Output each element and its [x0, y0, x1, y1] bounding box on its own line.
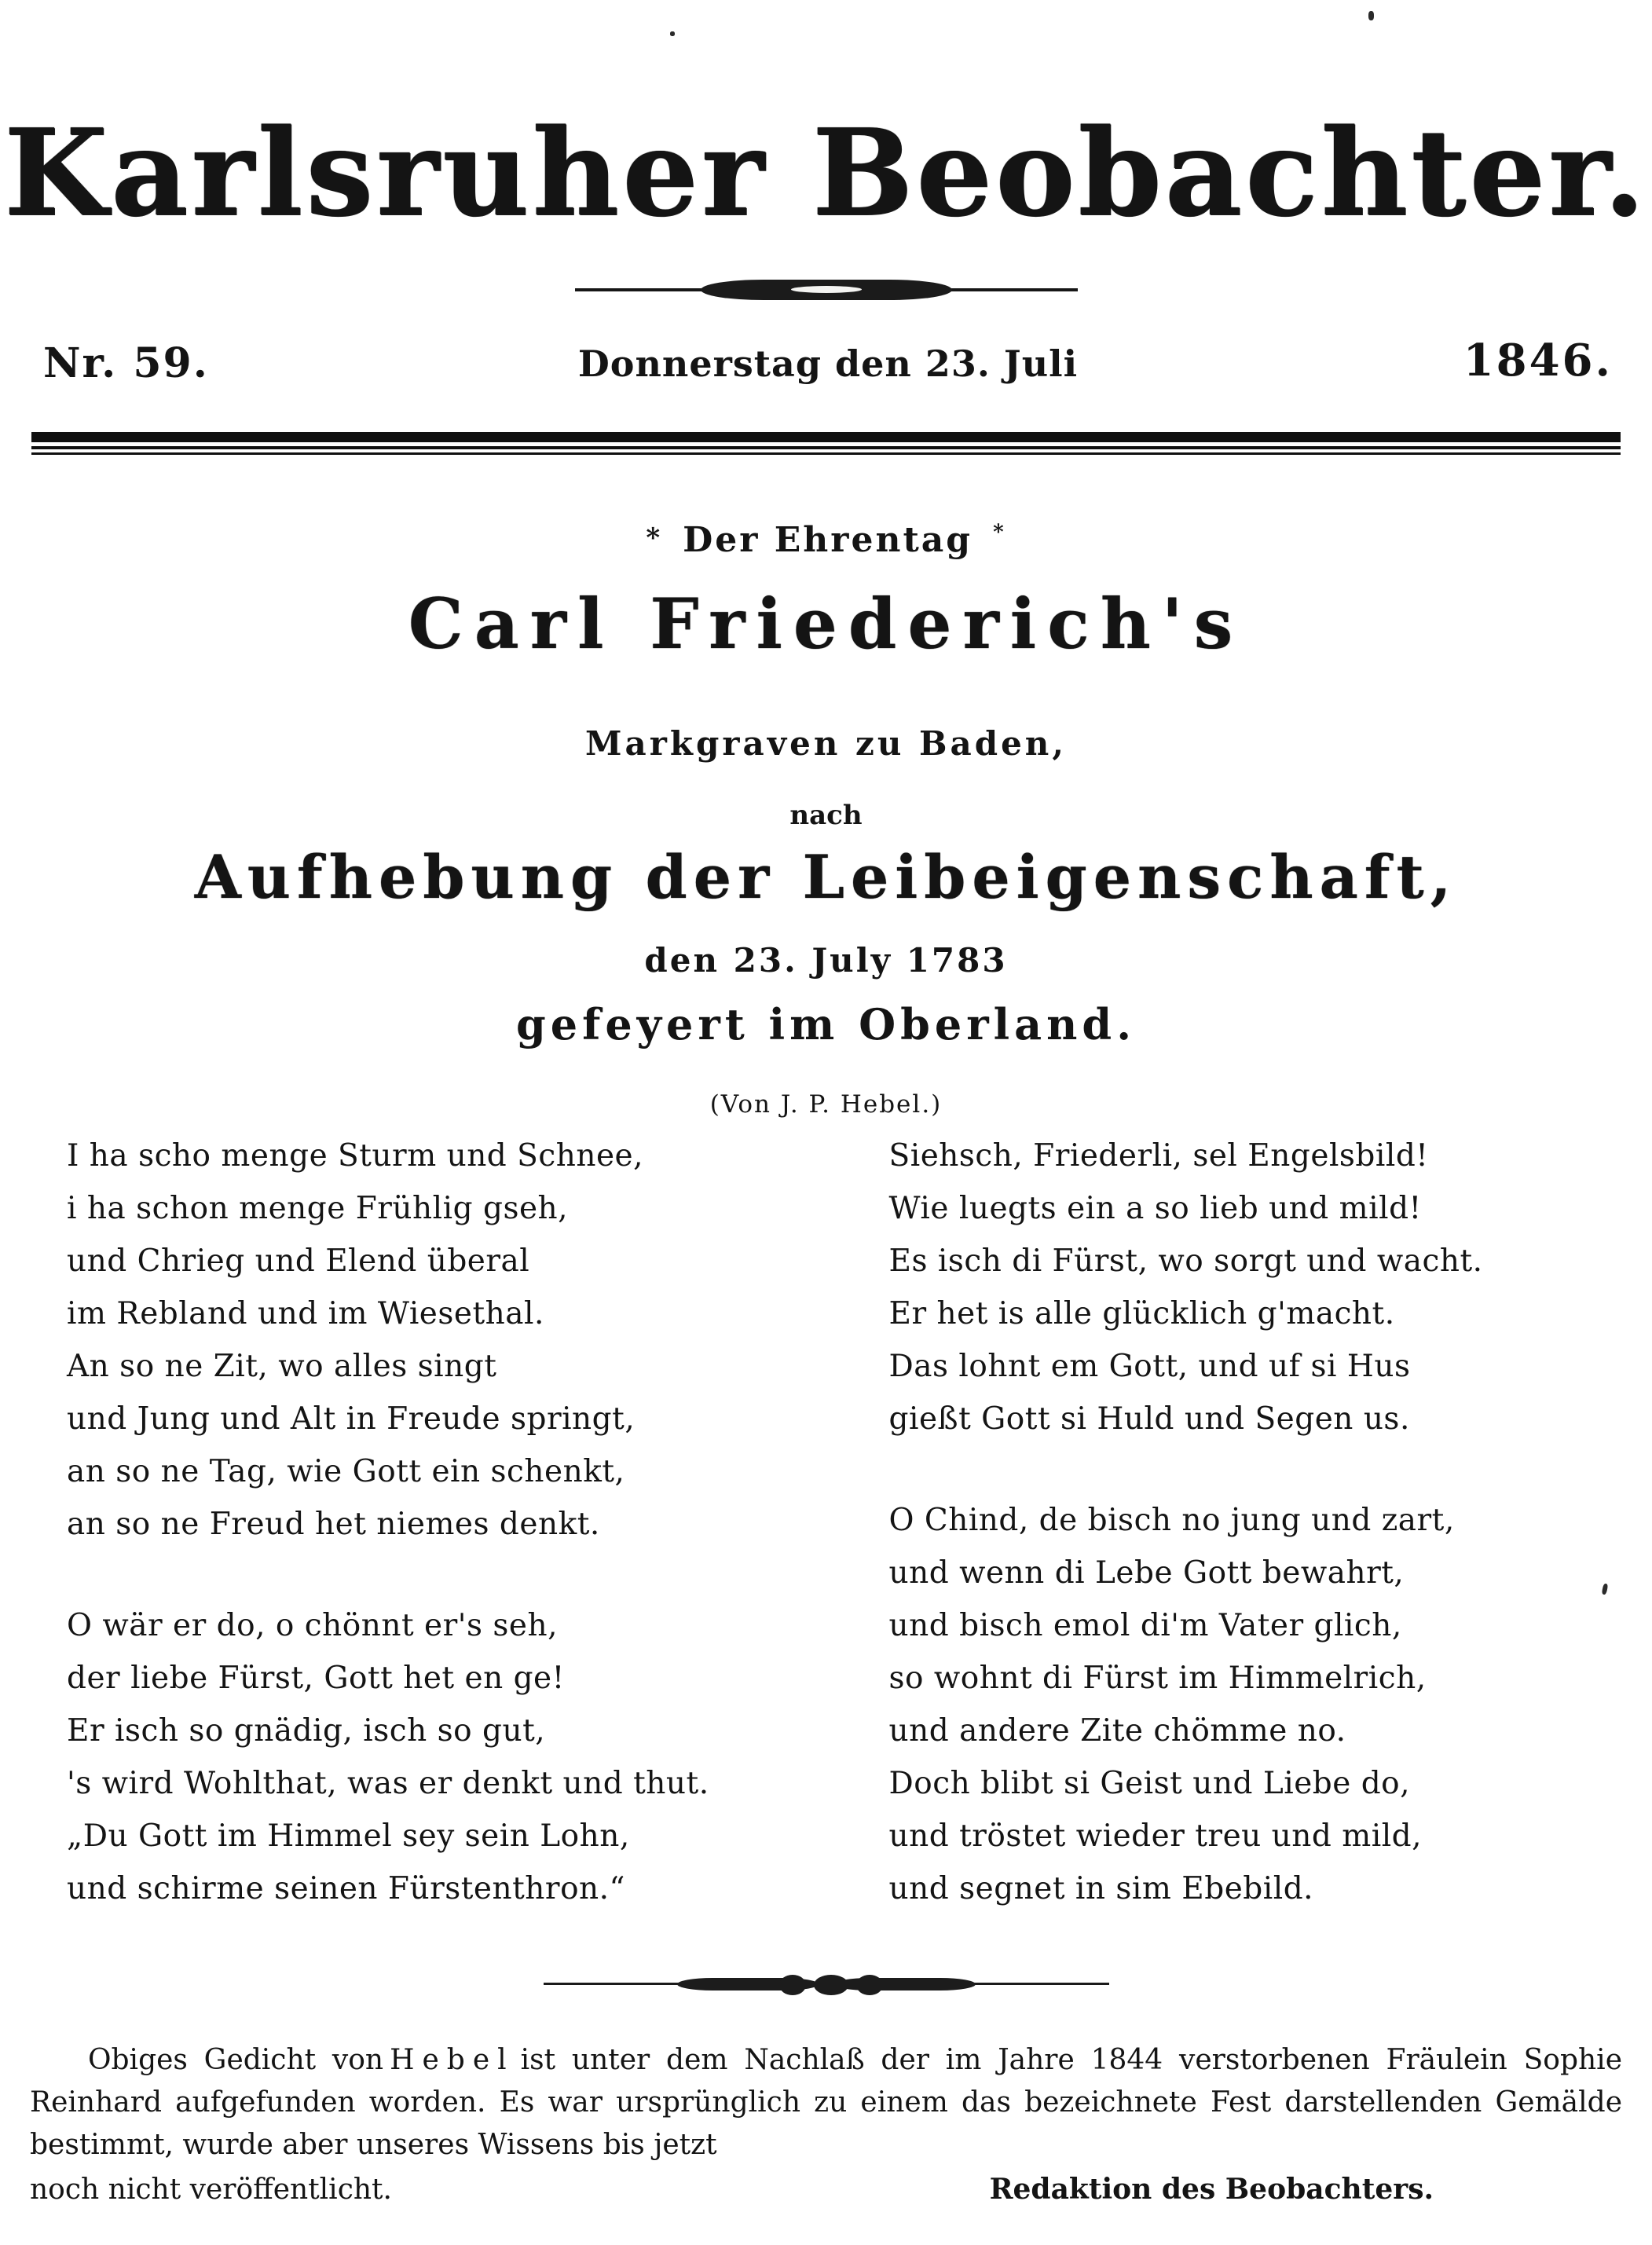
poem-column-right — [842, 1130, 1617, 1964]
rule-bar — [31, 432, 1621, 442]
poem-line: im Rebland und im Wiesethal. — [67, 1296, 544, 1331]
poem-line: 's wird Wohlthat, was er denkt und thut. — [67, 1766, 709, 1801]
poem-line: und schirme seinen Fürstenthron.“ — [67, 1871, 625, 1906]
poem-line: O Chind, de bisch no jung und zart, — [888, 1503, 1455, 1538]
issue-number: Nr. 59. — [43, 339, 209, 387]
poem-line: Siehsch, Friederli, sel Engelsbild! — [888, 1138, 1429, 1174]
dateline — [43, 330, 1613, 401]
article-event-date: den 23. July 1783 — [644, 941, 1008, 980]
article-title: Carl Friederich's — [408, 583, 1244, 665]
article-subtitle-markgraf: Markgraven zu Baden, — [585, 724, 1067, 763]
masthead-title: Karlsruher Beobachter. — [3, 101, 1649, 243]
poem-stanza — [889, 1130, 1617, 1445]
poem-line: der liebe Fürst, Gott het en ge! — [67, 1661, 565, 1696]
publication-date: Donnerstag den 23. Juli — [577, 342, 1079, 385]
poem-line: Er het is alle glücklich g'macht. — [888, 1296, 1395, 1331]
poem-stanza — [67, 1599, 842, 1915]
footnote-body: ist unter dem Nachlaß der im Jahre 1844 verstorbenen Fräulein Sophie Reinhard aufgefunden worden. Es war ursprünglich zu einem das bezeichnete Fest darstellenden Gemälde bestimmt, wurde aber unseres Wissens bis jetzt — [30, 2044, 1623, 2161]
article-connector-word: nach — [789, 800, 863, 831]
poem-line: I ha scho menge Sturm und Schnee, — [67, 1138, 644, 1174]
poem-line: O wär er do, o chönnt er's seh, — [67, 1608, 558, 1643]
footnote-prefix: Obiges Gedicht von — [88, 2044, 384, 2076]
poem-line: und tröstet wieder treu und mild, — [888, 1818, 1423, 1854]
poem-stanza — [67, 1130, 842, 1551]
poem-line: Es isch di Fürst, wo sorgt und wacht. — [888, 1243, 1483, 1279]
poem-column-left — [67, 1130, 842, 1964]
poem-line: und andere Zite chömme no. — [888, 1713, 1346, 1749]
poem-line: gießt Gott si Huld und Segen us. — [888, 1401, 1410, 1437]
poem-line: und segnet in sim Ebebild. — [888, 1871, 1314, 1906]
asterisk-ornament: * — [646, 522, 663, 554]
footer-ornament-divider — [544, 1968, 1109, 2000]
poem-line: Wie luegts ein a so lieb und mild! — [888, 1191, 1422, 1226]
divider-ornament-blob — [814, 1975, 848, 1995]
divider-lens-highlight — [791, 286, 862, 293]
footnote-end: noch nicht veröffentlicht. — [30, 2174, 392, 2206]
divider-ornament-blob — [779, 1975, 806, 1995]
divider-taper — [834, 1978, 976, 1990]
scan-artifact — [1368, 11, 1374, 20]
editorial-signature: Redaktion des Beobachters. — [989, 2173, 1434, 2206]
footnote-last-line — [30, 2168, 1622, 2211]
asterisk-ornament: * — [993, 521, 1006, 544]
poem-line: Doch blibt si Geist und Liebe do, — [888, 1766, 1411, 1801]
divider-ornament-blob — [856, 1975, 883, 1995]
rule-bar — [31, 452, 1621, 455]
poem-line: i ha schon menge Frühlig gseh, — [67, 1191, 569, 1226]
poem-line: und Chrieg und Elend überal — [67, 1243, 530, 1279]
poem-line: „Du Gott im Himmel sey sein Lohn, — [67, 1818, 630, 1854]
masthead-divider-rule — [575, 277, 1078, 303]
poem-line: an so ne Freud het niemes denkt. — [67, 1507, 600, 1542]
poem-line: Er isch so gnädig, isch so gut, — [67, 1713, 546, 1749]
poem-line: und wenn di Lebe Gott bewahrt, — [888, 1555, 1405, 1591]
poem-line: Das lohnt em Gott, und uf si Hus — [888, 1349, 1411, 1384]
editorial-footnote — [30, 2039, 1622, 2211]
header-compound-rule — [31, 432, 1621, 455]
footnote-author-name: Hebel — [390, 2044, 515, 2076]
rule-bar — [31, 446, 1621, 449]
poem-stanza — [889, 1494, 1617, 1915]
poem-line: An so ne Zit, wo alles singt — [67, 1349, 497, 1384]
kicker-text: Der Ehrentag — [683, 520, 973, 560]
poem-line: und bisch emol di'm Vater glich, — [888, 1608, 1402, 1643]
article-byline: (Von J. P. Hebel.) — [709, 1090, 943, 1119]
footnote-text — [30, 2039, 1622, 2166]
article-title-second: Aufhebung der Leibeigenschaft, — [194, 842, 1458, 912]
poem-line: und Jung und Alt in Freude springt, — [67, 1401, 636, 1437]
article-subtitle-oberland: gefeyert im Oberland. — [515, 999, 1136, 1049]
poem-body — [67, 1130, 1617, 1964]
poem-line: an so ne Tag, wie Gott ein schenkt, — [67, 1454, 625, 1489]
publication-year: 1846. — [1463, 335, 1613, 386]
poem-line: so wohnt di Fürst im Himmelrich, — [888, 1661, 1427, 1696]
scan-artifact — [670, 31, 675, 36]
article-kicker — [0, 520, 1652, 560]
